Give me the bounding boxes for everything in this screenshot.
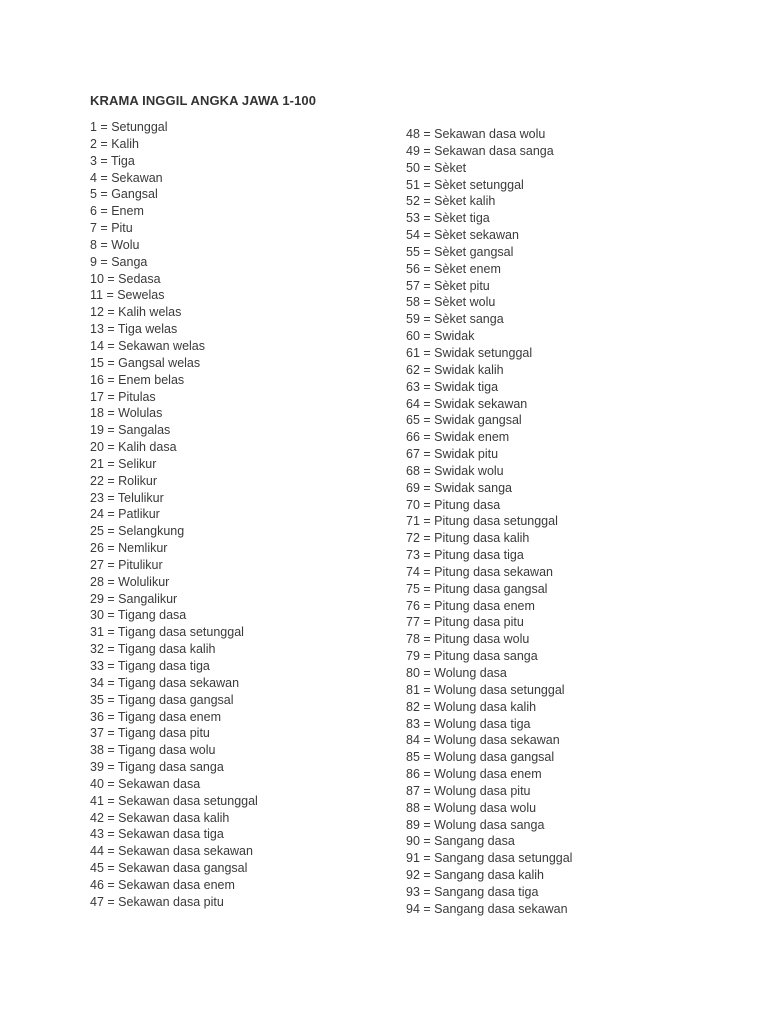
list-item: 89 = Wolung dasa sanga bbox=[406, 817, 545, 832]
list-item: 26 = Nemlikur bbox=[90, 541, 168, 556]
list-item: 62 = Swidak kalih bbox=[406, 362, 504, 377]
list-item: 12 = Kalih welas bbox=[90, 305, 182, 320]
list-item: 52 = Sèket kalih bbox=[406, 194, 496, 209]
list-item: 82 = Wolung dasa kalih bbox=[406, 699, 537, 714]
list-item: 30 = Tigang dasa bbox=[90, 608, 187, 623]
list-item: 67 = Swidak pitu bbox=[406, 447, 499, 462]
list-item: 28 = Wolulikur bbox=[90, 574, 170, 589]
list-item: 72 = Pitung dasa kalih bbox=[406, 531, 530, 546]
list-item: 19 = Sangalas bbox=[90, 423, 171, 438]
list-item: 11 = Sewelas bbox=[90, 288, 165, 303]
list-item: 35 = Tigang dasa gangsal bbox=[90, 692, 234, 707]
list-item: 74 = Pitung dasa sekawan bbox=[406, 564, 553, 579]
list-item: 10 = Sedasa bbox=[90, 271, 161, 286]
list-item: 22 = Rolikur bbox=[90, 473, 158, 488]
list-item: 49 = Sekawan dasa sanga bbox=[406, 143, 554, 158]
list-item: 36 = Tigang dasa enem bbox=[90, 709, 221, 724]
list-item: 43 = Sekawan dasa tiga bbox=[90, 827, 224, 842]
list-item: 44 = Sekawan dasa sekawan bbox=[90, 844, 253, 859]
list-item: 66 = Swidak enem bbox=[406, 430, 510, 445]
list-item: 80 = Wolung dasa bbox=[406, 666, 507, 680]
list-item: 77 = Pitung dasa pitu bbox=[406, 615, 524, 630]
list-item: 38 = Tigang dasa wolu bbox=[90, 743, 216, 758]
list-item: 31 = Tigang dasa setunggal bbox=[90, 625, 244, 640]
list-item: 2 = Kalih bbox=[90, 136, 139, 151]
list-item: 40 = Sekawan dasa bbox=[90, 776, 201, 791]
list-item: 47 = Sekawan dasa pitu bbox=[90, 894, 224, 909]
list-item: 9 = Sanga bbox=[90, 254, 148, 269]
list-item: 85 = Wolung dasa gangsal bbox=[406, 750, 555, 765]
list-item: 18 = Wolulas bbox=[90, 406, 163, 421]
list-item: 84 = Wolung dasa sekawan bbox=[406, 733, 560, 748]
right-number-list bbox=[406, 126, 572, 918]
list-item: 76 = Pitung dasa enem bbox=[406, 598, 535, 613]
list-item: 93 = Sangang dasa tiga bbox=[406, 884, 539, 899]
list-item: 5 = Gangsal bbox=[90, 187, 158, 202]
list-item: 57 = Sèket pitu bbox=[406, 278, 490, 293]
list-item: 59 = Sèket sanga bbox=[406, 312, 504, 327]
list-item: 88 = Wolung dasa wolu bbox=[406, 800, 537, 815]
list-item: 87 = Wolung dasa pitu bbox=[406, 783, 531, 798]
list-item: 83 = Wolung dasa tiga bbox=[406, 716, 531, 731]
list-item: 17 = Pitulas bbox=[90, 389, 156, 404]
list-item: 8 = Wolu bbox=[90, 237, 140, 252]
list-item: 45 = Sekawan dasa gangsal bbox=[90, 861, 248, 876]
list-item: 70 = Pitung dasa bbox=[406, 497, 501, 512]
list-item: 81 = Wolung dasa setunggal bbox=[406, 682, 565, 697]
list-item: 41 = Sekawan dasa setunggal bbox=[90, 793, 258, 808]
list-item: 15 = Gangsal welas bbox=[90, 355, 201, 370]
list-item: 33 = Tigang dasa tiga bbox=[90, 659, 210, 673]
list-item: 20 = Kalih dasa bbox=[90, 440, 177, 455]
list-item: 60 = Swidak bbox=[406, 329, 475, 344]
list-item: 1 = Setunggal bbox=[90, 120, 168, 134]
list-item: 92 = Sangang dasa kalih bbox=[406, 868, 544, 883]
list-item: 25 = Selangkung bbox=[90, 524, 185, 539]
list-item: 6 = Enem bbox=[90, 204, 144, 219]
list-item: 39 = Tigang dasa sanga bbox=[90, 760, 224, 775]
list-item: 71 = Pitung dasa setunggal bbox=[406, 514, 558, 529]
list-item: 13 = Tiga welas bbox=[90, 322, 178, 337]
list-item: 79 = Pitung dasa sanga bbox=[406, 649, 538, 664]
list-item: 37 = Tigang dasa pitu bbox=[90, 726, 210, 741]
list-item: 55 = Sèket gangsal bbox=[406, 244, 514, 259]
list-item: 27 = Pitulikur bbox=[90, 557, 163, 572]
list-item: 90 = Sangang dasa bbox=[406, 834, 515, 849]
list-item: 48 = Sekawan dasa wolu bbox=[406, 127, 546, 141]
list-item: 7 = Pitu bbox=[90, 221, 133, 236]
list-item: 32 = Tigang dasa kalih bbox=[90, 642, 216, 657]
list-item: 14 = Sekawan welas bbox=[90, 338, 206, 353]
list-item: 3 = Tiga bbox=[90, 153, 135, 168]
list-item: 64 = Swidak sekawan bbox=[406, 396, 528, 411]
left-number-list bbox=[90, 119, 258, 911]
list-item: 73 = Pitung dasa tiga bbox=[406, 548, 524, 563]
list-item: 24 = Patlikur bbox=[90, 507, 160, 522]
document-title: KRAMA INGGIL ANGKA JAWA 1-100 bbox=[90, 93, 317, 108]
list-item: 65 = Swidak gangsal bbox=[406, 413, 522, 428]
list-item: 42 = Sekawan dasa kalih bbox=[90, 810, 230, 825]
list-item: 86 = Wolung dasa enem bbox=[406, 767, 542, 782]
list-item: 58 = Sèket wolu bbox=[406, 295, 496, 310]
list-item: 61 = Swidak setunggal bbox=[406, 345, 533, 360]
list-item: 53 = Sèket tiga bbox=[406, 211, 490, 226]
list-item: 46 = Sekawan dasa enem bbox=[90, 877, 235, 892]
list-item: 34 = Tigang dasa sekawan bbox=[90, 675, 240, 690]
list-item: 56 = Sèket enem bbox=[406, 261, 501, 276]
list-item: 23 = Telulikur bbox=[90, 490, 164, 505]
list-item: 29 = Sangalikur bbox=[90, 591, 178, 606]
list-item: 91 = Sangang dasa setunggal bbox=[406, 851, 573, 866]
list-item: 78 = Pitung dasa wolu bbox=[406, 632, 530, 647]
list-item: 63 = Swidak tiga bbox=[406, 379, 499, 394]
list-item: 94 = Sangang dasa sekawan bbox=[406, 901, 568, 916]
list-item: 51 = Sèket setunggal bbox=[406, 177, 524, 192]
list-item: 54 = Sèket sekawan bbox=[406, 228, 519, 243]
list-item: 4 = Sekawan bbox=[90, 170, 163, 185]
list-item: 16 = Enem belas bbox=[90, 372, 185, 387]
list-item: 75 = Pitung dasa gangsal bbox=[406, 581, 548, 596]
list-item: 69 = Swidak sanga bbox=[406, 480, 512, 495]
list-item: 68 = Swidak wolu bbox=[406, 463, 504, 478]
list-item: 50 = Sèket bbox=[406, 160, 467, 175]
list-item: 21 = Selikur bbox=[90, 456, 157, 471]
